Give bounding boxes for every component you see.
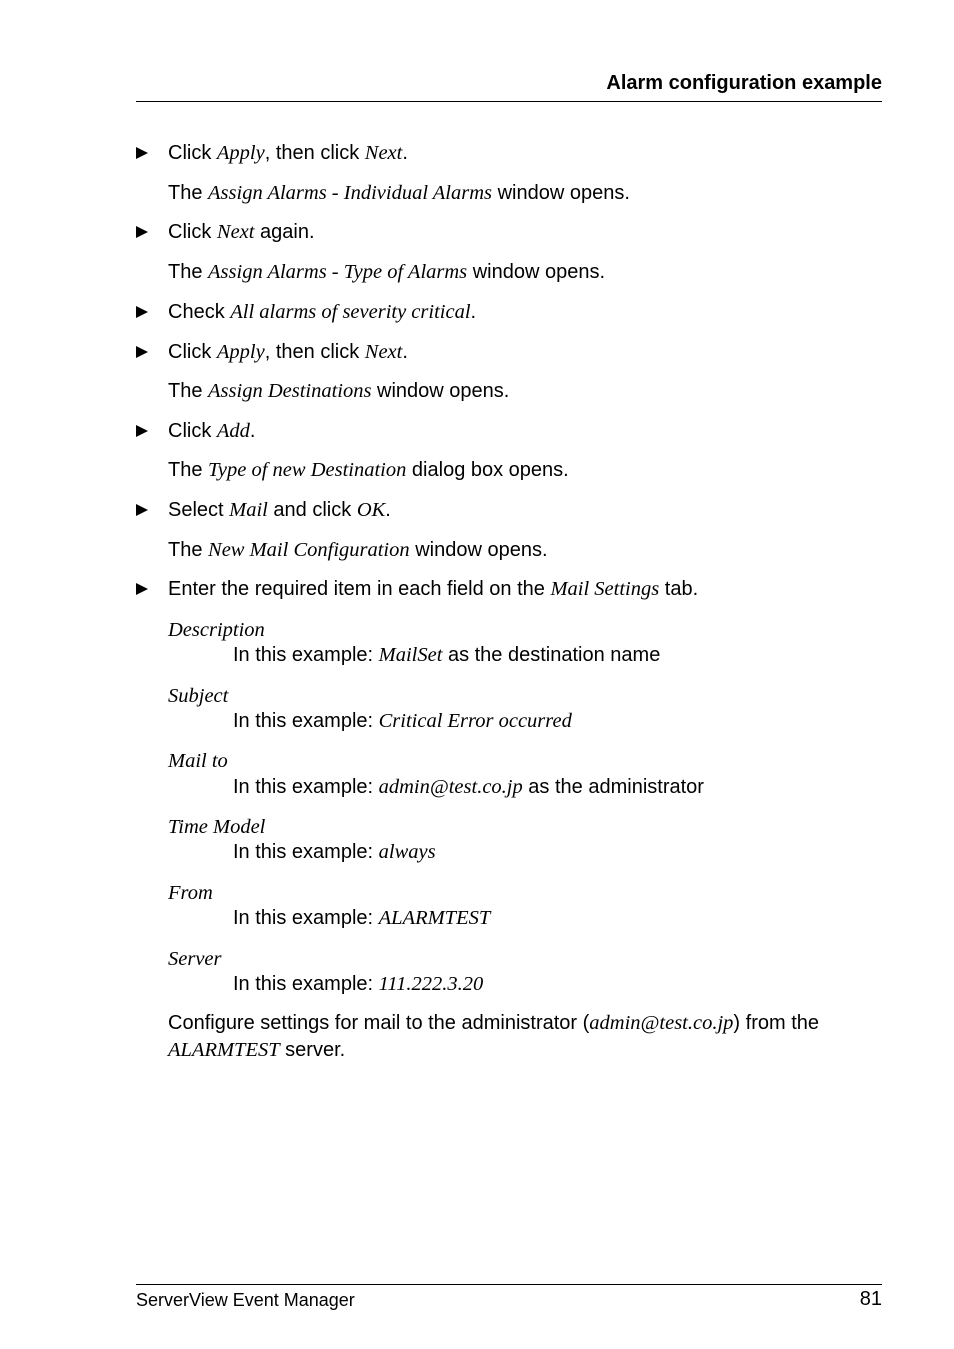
summary-line-1: Configure settings for mail to the administrator (admin@test.co.jp) from the [168, 1012, 819, 1034]
ui-label: Mail [229, 499, 268, 521]
window-name: Assign Destinations [208, 380, 372, 402]
field-value: ALARMTEST [378, 907, 491, 929]
field-value: admin@test.co.jp [378, 776, 523, 798]
field-description: In this example: Critical Error occurred [233, 710, 572, 732]
ui-label: Next [364, 341, 403, 363]
footer-product-name: ServerView Event Manager [136, 1290, 355, 1310]
field-term: Subject [168, 685, 229, 707]
step-7: Enter the required item in each field on the Mail Settings tab. [168, 578, 699, 600]
bullet-arrow-icon [136, 226, 148, 238]
field-term: Time Model [168, 816, 266, 838]
ui-label: All alarms of severity critical [230, 301, 471, 323]
step-5: Click Add. [168, 420, 256, 442]
bullet-arrow-icon [136, 306, 148, 318]
page-number: 81 [859, 1288, 882, 1310]
running-header: Alarm configuration example [606, 72, 882, 94]
ui-label: Add [216, 420, 250, 442]
step-6: Select Mail and click OK. [168, 499, 391, 521]
field-value: Critical Error occurred [378, 710, 572, 732]
bullet-arrow-icon [136, 504, 148, 516]
result-1: The Assign Alarms - Individual Alarms window opens. [168, 182, 630, 204]
ui-label: Apply [216, 341, 265, 363]
bullet-arrow-icon [136, 346, 148, 358]
step-3: Check All alarms of severity critical. [168, 301, 477, 323]
result-5: The Type of new Destination dialog box opens. [168, 459, 569, 481]
bullet-arrow-icon [136, 583, 148, 595]
result-4: The Assign Destinations window opens. [168, 380, 510, 402]
ui-label: Apply [216, 142, 265, 164]
field-value: MailSet [378, 644, 443, 666]
field-value: 111.222.3.20 [378, 973, 484, 995]
footer-divider [136, 1284, 882, 1285]
field-description: In this example: 111.222.3.20 [233, 973, 484, 995]
email-address: admin@test.co.jp [589, 1012, 734, 1034]
summary-line-2: ALARMTEST server. [168, 1039, 346, 1061]
header-divider [136, 101, 882, 102]
bullet-arrow-icon [136, 147, 148, 159]
bullet-arrow-icon [136, 425, 148, 437]
field-description: In this example: ALARMTEST [233, 907, 491, 929]
field-value: always [378, 841, 436, 863]
ui-label: Mail Settings [550, 578, 660, 600]
field-term: Server [168, 948, 222, 970]
ui-label: Next [364, 142, 403, 164]
field-description: In this example: always [233, 841, 436, 863]
field-description: In this example: admin@test.co.jp as the administrator [233, 776, 704, 798]
ui-label: OK [356, 499, 386, 521]
server-name: ALARMTEST [168, 1039, 280, 1061]
result-6: The New Mail Configuration window opens. [168, 539, 548, 561]
window-name: Assign Alarms - Individual Alarms [208, 182, 493, 204]
window-name: Assign Alarms - Type of Alarms [208, 261, 468, 283]
field-term: From [168, 882, 213, 904]
window-name: Type of new Destination [208, 459, 407, 481]
window-name: New Mail Configuration [208, 539, 410, 561]
field-description: In this example: MailSet as the destination name [233, 644, 661, 666]
step-2: Click Next again. [168, 221, 315, 243]
ui-label: Next [216, 221, 255, 243]
field-term: Description [168, 619, 265, 641]
field-term: Mail to [168, 750, 228, 772]
step-1: Click Apply, then click Next. [168, 142, 408, 164]
result-2: The Assign Alarms - Type of Alarms window opens. [168, 261, 606, 283]
step-4: Click Apply, then click Next. [168, 341, 408, 363]
